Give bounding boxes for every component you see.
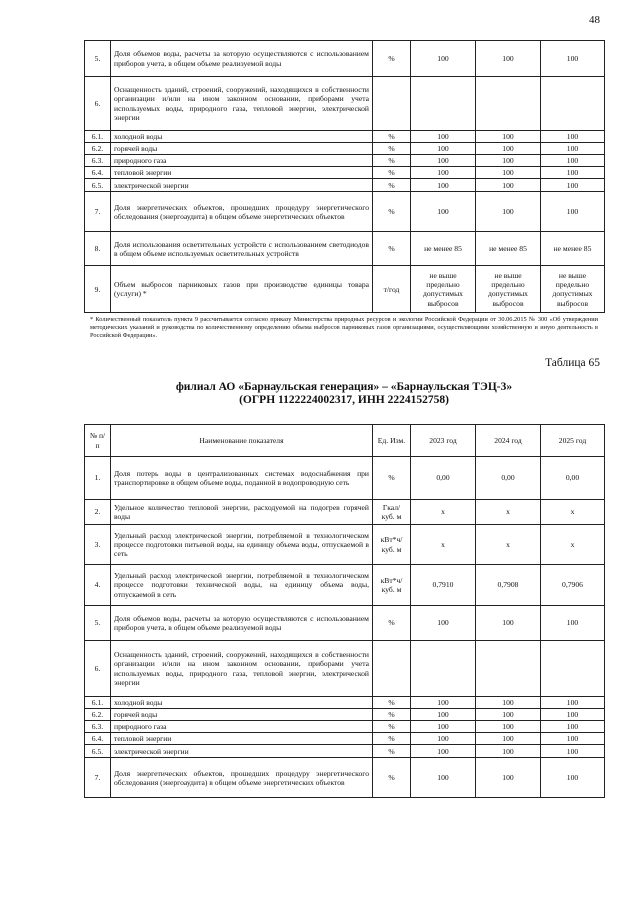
heading-organization: филиал АО «Барнаульская генерация» – «Барнаульская ТЭЦ-3»	[175, 381, 513, 393]
unit-cell: кВт*ч/ куб. м	[373, 565, 411, 606]
unit-cell: %	[373, 232, 411, 266]
value-2023: не выше предельно допустимых выбросов	[411, 266, 476, 313]
indicator-name: холодной воды	[111, 697, 373, 709]
header-year-2025: 2025 год	[541, 425, 605, 457]
row-number: 6.3.	[85, 155, 111, 167]
unit-cell: %	[373, 179, 411, 192]
indicator-name: электрической энергии	[111, 745, 373, 758]
table-row	[85, 41, 605, 77]
value-2024: x	[476, 500, 541, 525]
row-number: 6.1.	[85, 131, 111, 143]
value-2025: 100	[541, 155, 605, 167]
table-row	[85, 77, 605, 131]
value-2023: x	[411, 525, 476, 565]
table-row	[85, 606, 605, 641]
value-2025: 100	[541, 167, 605, 179]
table-row	[85, 565, 605, 606]
row-number: 4.	[85, 565, 111, 606]
value-2025: 100	[541, 709, 605, 721]
value-2025: 100	[541, 606, 605, 641]
value-2024: 100	[476, 709, 541, 721]
row-number: 8.	[85, 232, 111, 266]
indicator-name: Удельное количество тепловой энергии, расходуемой на подогрев горячей воды	[111, 500, 373, 525]
unit-cell: %	[373, 457, 411, 500]
table-row	[85, 457, 605, 500]
table-row	[85, 131, 605, 143]
indicator-name: Доля объемов воды, расчеты за которую осуществляются с использованием приборов учета, в общем объеме реализуемой воды	[111, 41, 373, 77]
unit-cell: %	[373, 41, 411, 77]
table-row	[85, 525, 605, 565]
row-number: 6.3.	[85, 721, 111, 733]
row-number: 6.2.	[85, 709, 111, 721]
indicator-name: горячей воды	[111, 143, 373, 155]
unit-cell: %	[373, 155, 411, 167]
heading-registration: (ОГРН 1122224002317, ИНН 2224152758)	[239, 394, 449, 407]
table-row	[85, 697, 605, 709]
indicator-name: Оснащенность зданий, строений, сооружений, находящихся в собственности организации и/или на ином законном основании, приборами учета используемых воды, природного газа, тепловой энергии, электрической энергии	[111, 77, 373, 131]
indicator-name: тепловой энергии	[111, 167, 373, 179]
table-row	[85, 143, 605, 155]
table-row	[85, 500, 605, 525]
value-2025: 100	[541, 143, 605, 155]
value-2024: 100	[476, 192, 541, 232]
header-unit: Ед. Изм.	[373, 425, 411, 457]
row-number: 9.	[85, 266, 111, 313]
value-2025: x	[541, 500, 605, 525]
indicator-name: Удельный расход электрической энергии, потребляемой в технологическом процессе подготовки питьевой воды, на единицу объема воды, отпускаемой в сеть	[111, 525, 373, 565]
value-2025	[541, 77, 605, 131]
value-2023	[411, 641, 476, 697]
unit-cell: %	[373, 143, 411, 155]
unit-cell: %	[373, 697, 411, 709]
table-header-row	[85, 425, 605, 457]
header-indicator: Наименование показателя	[111, 425, 373, 457]
value-2025: 100	[541, 192, 605, 232]
table-row	[85, 232, 605, 266]
value-2023: 100	[411, 41, 476, 77]
row-number: 7.	[85, 758, 111, 798]
value-2023: 100	[411, 131, 476, 143]
value-2023: 100	[411, 733, 476, 745]
value-2023: 0,7910	[411, 565, 476, 606]
value-2024: 100	[476, 733, 541, 745]
value-2024: не выше предельно допустимых выбросов	[476, 266, 541, 313]
value-2024: x	[476, 525, 541, 565]
value-2023: 100	[411, 192, 476, 232]
value-2025: не менее 85	[541, 232, 605, 266]
row-number: 6.2.	[85, 143, 111, 155]
table-row	[85, 167, 605, 179]
value-2023: 100	[411, 179, 476, 192]
value-2023: 100	[411, 697, 476, 709]
row-number: 5.	[85, 606, 111, 641]
table-row	[85, 733, 605, 745]
value-2023: 100	[411, 745, 476, 758]
row-number: 6.4.	[85, 733, 111, 745]
value-2024: 0,7908	[476, 565, 541, 606]
indicator-name: горячей воды	[111, 709, 373, 721]
unit-cell: %	[373, 167, 411, 179]
value-2025: 100	[541, 758, 605, 798]
row-number: 1.	[85, 457, 111, 500]
unit-cell: %	[373, 606, 411, 641]
table-row	[85, 266, 605, 313]
table-label: Таблица 65	[545, 357, 600, 369]
table-row	[85, 192, 605, 232]
unit-cell: %	[373, 758, 411, 798]
unit-cell: %	[373, 721, 411, 733]
value-2024: 100	[476, 167, 541, 179]
value-2024: 100	[476, 606, 541, 641]
indicator-name: Удельный расход электрической энергии, потребляемой в технологическом процессе подготовки технической воды, на единицу объема воды, отпускаемой в сеть	[111, 565, 373, 606]
indicator-name: Доля энергетических объектов, прошедших процедуру энергетического обследования (энергоаудита) в общем объеме энергетических объектов	[111, 758, 373, 798]
table-row	[85, 641, 605, 697]
row-number: 6.5.	[85, 745, 111, 758]
row-number: 6.	[85, 77, 111, 131]
value-2024: 100	[476, 155, 541, 167]
table-heading	[84, 381, 604, 407]
indicator-name: Доля использования осветительных устройств с использованием светодиодов в общем объеме используемых осветительных устройств	[111, 232, 373, 266]
indicators-table-continued	[84, 40, 605, 313]
unit-cell: %	[373, 745, 411, 758]
unit-cell: т/год	[373, 266, 411, 313]
unit-cell: кВт*ч/ куб. м	[373, 525, 411, 565]
row-number: 3.	[85, 525, 111, 565]
table-row	[85, 721, 605, 733]
page-number: 48	[589, 14, 600, 26]
row-number: 7.	[85, 192, 111, 232]
value-2024: 100	[476, 143, 541, 155]
value-2023	[411, 77, 476, 131]
unit-cell: %	[373, 131, 411, 143]
value-2023: 100	[411, 721, 476, 733]
table-row	[85, 709, 605, 721]
indicator-name: Доля энергетических объектов, прошедших процедуру энергетического обследования (энергоаудита) в общем объеме энергетических объектов	[111, 192, 373, 232]
header-number: № п/п	[85, 425, 111, 457]
table-row	[85, 745, 605, 758]
value-2025: 100	[541, 733, 605, 745]
value-2024: 100	[476, 179, 541, 192]
row-number: 6.5.	[85, 179, 111, 192]
table-row	[85, 758, 605, 798]
indicator-name: Доля объемов воды, расчеты за которую осуществляются с использованием приборов учета, в общем объеме реализуемой воды	[111, 606, 373, 641]
value-2025	[541, 641, 605, 697]
value-2025: 100	[541, 745, 605, 758]
value-2025: 100	[541, 41, 605, 77]
value-2025: 100	[541, 131, 605, 143]
value-2025: 0,00	[541, 457, 605, 500]
row-number: 5.	[85, 41, 111, 77]
value-2024: 100	[476, 745, 541, 758]
value-2023: 100	[411, 709, 476, 721]
value-2025: 100	[541, 697, 605, 709]
value-2023: 100	[411, 167, 476, 179]
table-row	[85, 179, 605, 192]
value-2023: 100	[411, 758, 476, 798]
footnote: * Количественный показатель пункта 9 рассчитывается согласно приказу Министерства природных ресурсов и экологии Российской Федерации от 30.06.2015 № 300 «Об утверждении методических указаний и руководства по количественному определению объема выбросов парниковых газов организациями, осуществляющими хозяйственную и иную деятельность в Российской Федерации».	[90, 316, 598, 340]
value-2025: 0,7906	[541, 565, 605, 606]
row-number: 2.	[85, 500, 111, 525]
indicator-name: природного газа	[111, 155, 373, 167]
table-row	[85, 155, 605, 167]
value-2023: 100	[411, 155, 476, 167]
indicator-name: тепловой энергии	[111, 733, 373, 745]
indicators-table	[84, 424, 605, 798]
value-2024: 100	[476, 131, 541, 143]
value-2023: 100	[411, 143, 476, 155]
indicator-name: Доля потерь воды в централизованных системах водоснабжения при транспортировке в общем объеме воды, поданной в водопроводную сеть	[111, 457, 373, 500]
indicator-name: электрической энергии	[111, 179, 373, 192]
indicator-name: природного газа	[111, 721, 373, 733]
unit-cell: %	[373, 192, 411, 232]
row-number: 6.1.	[85, 697, 111, 709]
value-2025: x	[541, 525, 605, 565]
value-2023: x	[411, 500, 476, 525]
value-2024: не менее 85	[476, 232, 541, 266]
value-2025: 100	[541, 179, 605, 192]
indicator-name: холодной воды	[111, 131, 373, 143]
value-2023: не менее 85	[411, 232, 476, 266]
value-2024: 100	[476, 697, 541, 709]
row-number: 6.4.	[85, 167, 111, 179]
value-2024	[476, 641, 541, 697]
value-2024: 100	[476, 41, 541, 77]
unit-cell	[373, 77, 411, 131]
unit-cell: Гкал/ куб. м	[373, 500, 411, 525]
unit-cell: %	[373, 733, 411, 745]
value-2024: 100	[476, 721, 541, 733]
row-number: 6.	[85, 641, 111, 697]
unit-cell: %	[373, 709, 411, 721]
header-year-2024: 2024 год	[476, 425, 541, 457]
value-2024: 100	[476, 758, 541, 798]
value-2023: 100	[411, 606, 476, 641]
header-year-2023: 2023 год	[411, 425, 476, 457]
value-2024: 0,00	[476, 457, 541, 500]
indicator-name: Объем выбросов парниковых газов при производстве единицы товара (услуги) *	[111, 266, 373, 313]
unit-cell	[373, 641, 411, 697]
value-2023: 0,00	[411, 457, 476, 500]
value-2025: не выше предельно допустимых выбросов	[541, 266, 605, 313]
indicator-name: Оснащенность зданий, строений, сооружений, находящихся в собственности организации и/или на ином законном основании, приборами учета используемых воды, природного газа, тепловой энергии, электрической энергии	[111, 641, 373, 697]
value-2024	[476, 77, 541, 131]
value-2025: 100	[541, 721, 605, 733]
